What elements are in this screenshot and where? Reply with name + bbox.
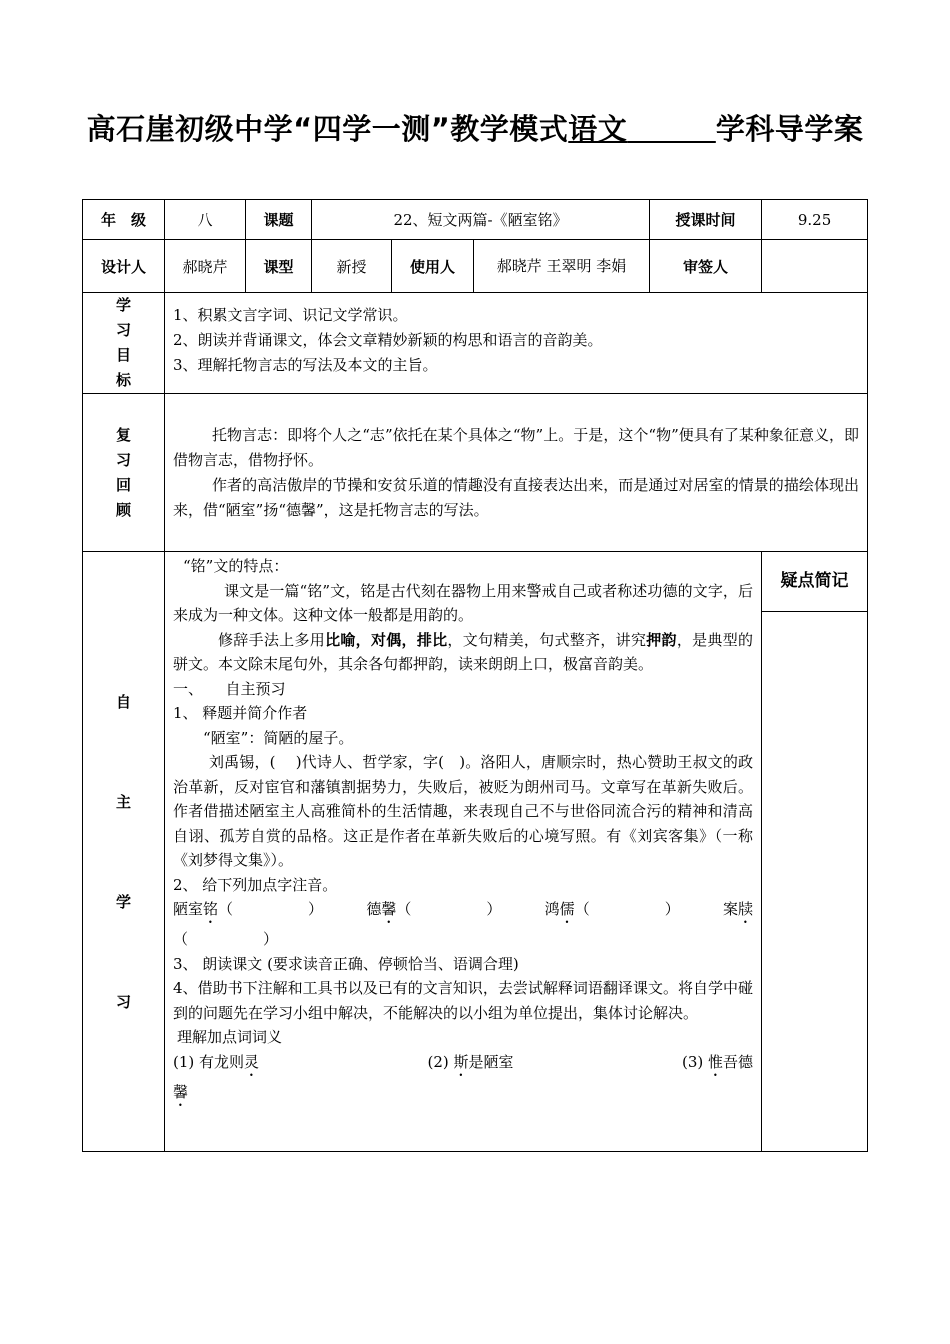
pinyin-blank: （ ） bbox=[173, 930, 279, 948]
time-value: 9.25 bbox=[762, 200, 868, 240]
reviewer-label: 审签人 bbox=[650, 240, 762, 293]
pinyin-item: 陋室铭（ ） bbox=[173, 900, 324, 918]
type-label: 课型 bbox=[246, 240, 312, 293]
review-label: 复 习 回 顾 bbox=[83, 394, 165, 552]
page-title bbox=[82, 104, 868, 154]
word-item-tail: 馨 bbox=[173, 1082, 189, 1101]
word-item: (2) 斯是陋室 bbox=[427, 1052, 514, 1071]
ming-paragraph-1: 课文是一篇“铭”文，铭是古代刻在器物上用来警戒自己或者称述功德的文字，后来成为一种文体。这种文体一般都是用韵的。 bbox=[173, 581, 754, 624]
goal-item: 1、积累文言字词、识记文学常识。 bbox=[173, 306, 408, 324]
goal-item: 2、朗读并背诵课文，体会文章精妙新颖的构思和语言的音韵美。 bbox=[173, 331, 603, 349]
item-1: 1、 释题并简介作者 bbox=[173, 704, 308, 722]
review-content bbox=[165, 394, 868, 552]
designer-value: 郝晓芹 bbox=[165, 240, 246, 293]
review-paragraph: 托物言志：即将个人之“志”依托在某个具体之“物”上。于是，这个“物”便具有了某种象征意义，即借物言志，借物抒怀。 bbox=[173, 425, 860, 469]
title-subject: 语文 bbox=[568, 112, 628, 146]
item-4: 4、借助书下注解和工具书以及已有的文言知识，去尝试解释词语翻译课文。将自学中碰到的问题先在学习小组中解决，不能解决的以小组为单位提出，集体讨论解决。 bbox=[173, 979, 754, 1022]
lesson-table bbox=[82, 199, 868, 1152]
section-heading: 一、 自主预习 bbox=[173, 679, 286, 698]
ming-paragraph-2: 修辞手法上多用比喻，对偶，排比，文句精美，句式整齐，讲究押韵，是典型的骈文。本文除末尾句外，其余各句都押韵，读来朗朗上口，极富音韵美。 bbox=[173, 630, 754, 673]
item-3: 3、 朗读课文 (要求读音正确、停顿恰当、语调合理) bbox=[173, 954, 519, 973]
time-label: 授课时间 bbox=[650, 200, 762, 240]
words-row bbox=[173, 1050, 753, 1080]
goals-content bbox=[165, 293, 868, 394]
title-text: 高石崖初级中学“四学一测”教学模式 bbox=[86, 112, 569, 146]
topic-value: 22、短文两篇-《陋室铭》 bbox=[312, 200, 650, 240]
loushi-def: “陋室”：简陋的屋子。 bbox=[203, 728, 354, 747]
item-2: 2、 给下列加点字注音。 bbox=[173, 875, 338, 894]
pinyin-item: 德馨（ ） bbox=[366, 900, 502, 918]
pinyin-row bbox=[173, 897, 753, 927]
word-item: (3) 惟吾德 bbox=[682, 1052, 754, 1071]
understand-heading: 理解加点词词义 bbox=[177, 1028, 283, 1046]
notes-label: 疑点简记 bbox=[762, 552, 867, 612]
self-study-content bbox=[165, 552, 762, 1152]
goal-item: 3、理解托物言志的写法及本文的主旨。 bbox=[173, 356, 438, 374]
review-paragraph: 作者的高洁傲岸的节操和安贫乐道的情趣没有直接表达出来，而是通过对居室的情景的描绘体现出来，借“陋室”扬“德馨”，这是托物言志的写法。 bbox=[173, 475, 860, 519]
grade-value: 八 bbox=[165, 200, 246, 240]
user-value: 郝晓芹 王翠明 李娟 bbox=[474, 240, 650, 293]
title-suffix: 学科导学案 bbox=[715, 112, 864, 146]
user-label: 使用人 bbox=[392, 240, 474, 293]
type-value: 新授 bbox=[312, 240, 392, 293]
designer-label: 设计人 bbox=[83, 240, 165, 293]
pinyin-item: 案牍 bbox=[722, 900, 754, 918]
reviewer-value bbox=[762, 240, 868, 293]
self-study-label: 自 主 学 习 bbox=[83, 552, 165, 1152]
pinyin-item: 鸿儒（ ） bbox=[544, 900, 680, 918]
ming-title: “铭”文的特点： bbox=[183, 557, 289, 575]
word-item: (1) 有龙则灵 bbox=[173, 1052, 260, 1071]
author-intro: 刘禹锡，( )代诗人、哲学家，字( )。洛阳人，唐顺宗时，热心赞助王叔文的政治革新，反对宦官和藩镇割据势力，失败后，被贬为朗州司马。文章写在革新失败后。作者借描述陋室主人高雅简朴的生活情趣，来表现自己不与世俗同流合污的精神和清高自诩、孤芳自赏的品格。这正是作者在革新失败后的心境写照。有《刘宾客集》（一称《刘梦得文集》）。 bbox=[173, 753, 754, 869]
notes-column bbox=[762, 552, 868, 1152]
goals-label: 学 习 目 标 bbox=[83, 293, 165, 394]
topic-label: 课题 bbox=[246, 200, 312, 240]
grade-label: 年 级 bbox=[83, 200, 165, 240]
